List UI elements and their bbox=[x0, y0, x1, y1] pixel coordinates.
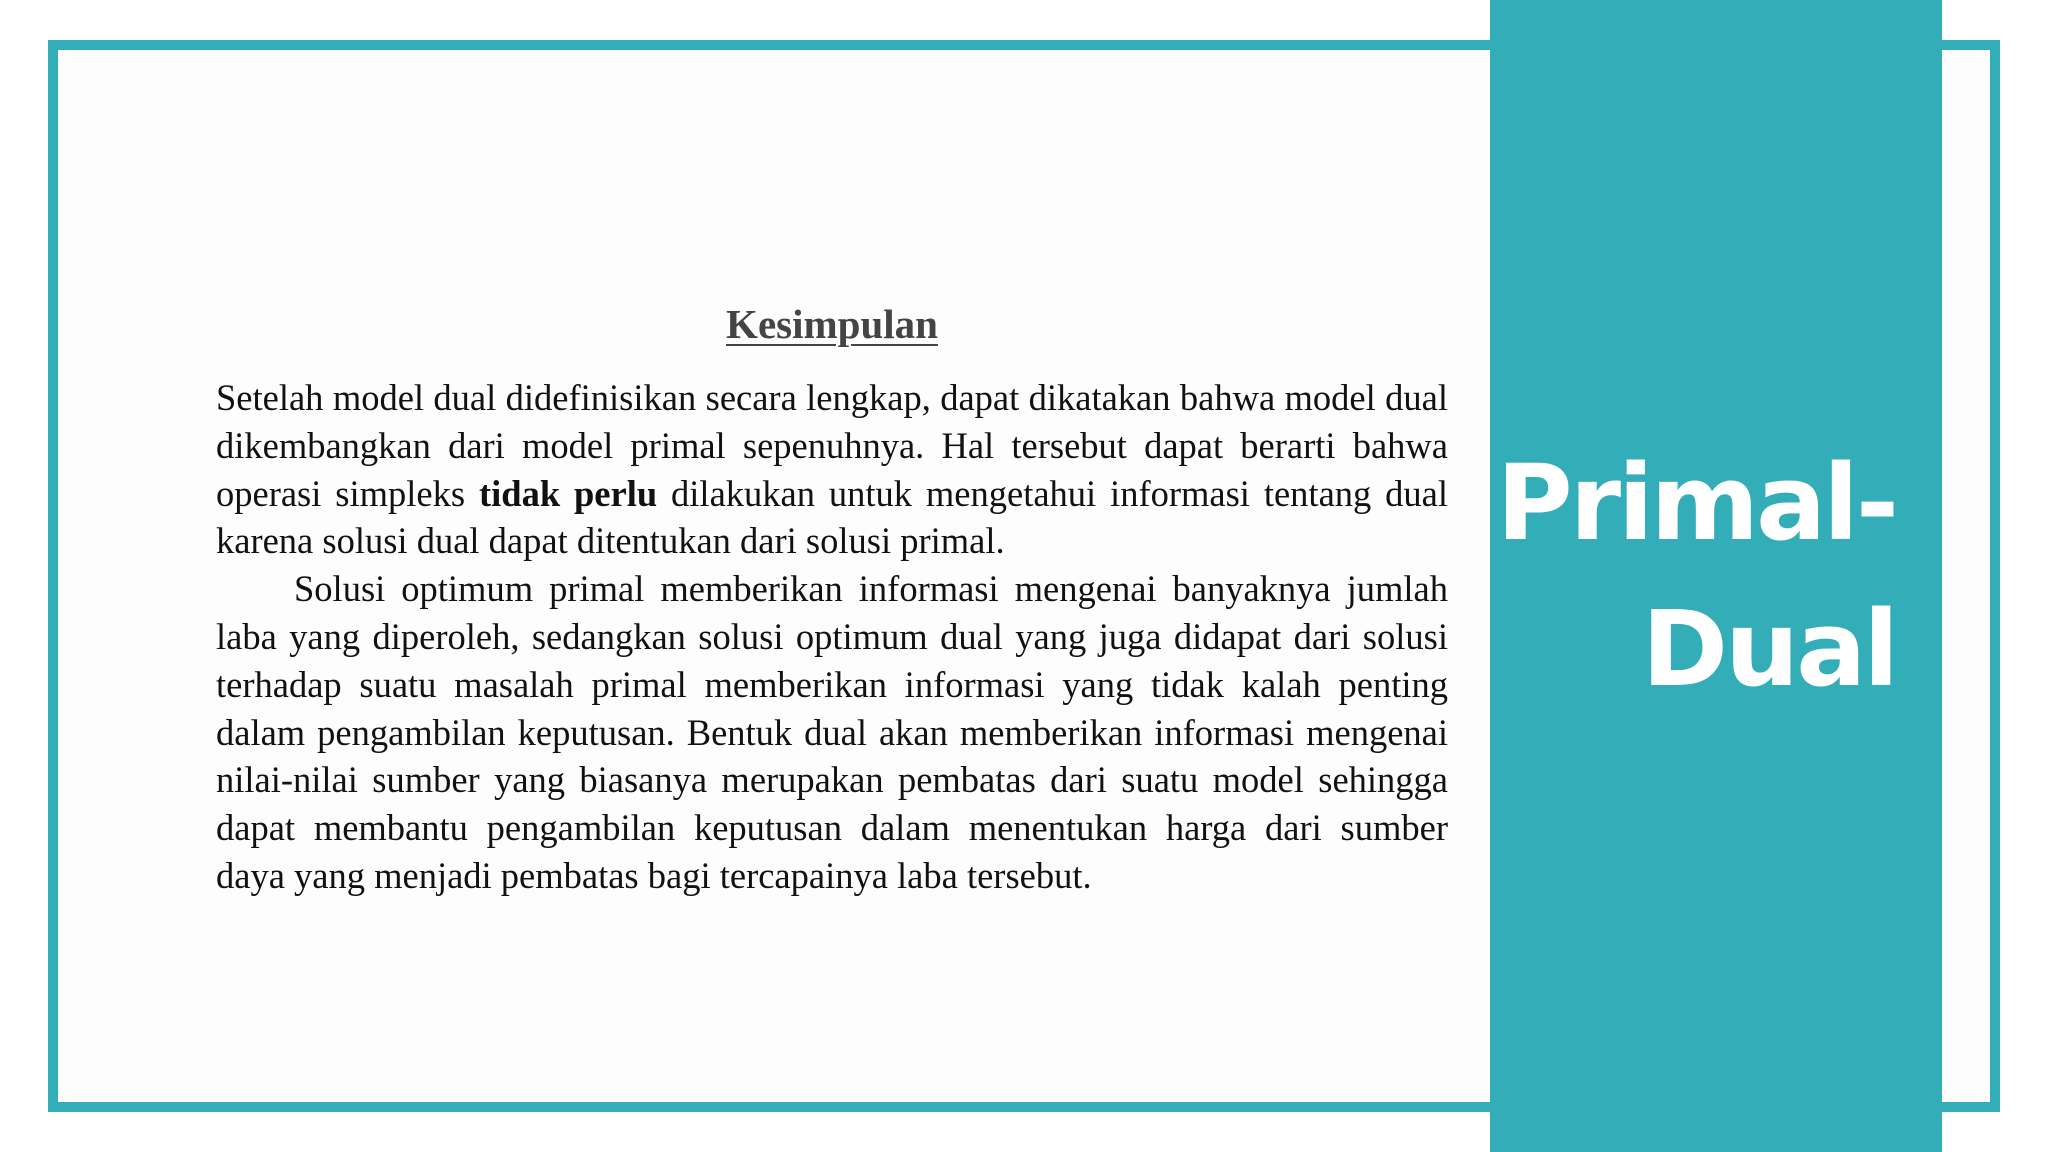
side-title bbox=[1476, 430, 1896, 722]
side-title-line-1: Primal- bbox=[1496, 442, 1896, 564]
paragraph-2: Solusi optimum primal memberikan informasi mengenai banyaknya jumlah laba yang diperoleh, sedangkan solusi optimum dual yang juga didapat dari solusi terhadap suatu masalah primal memberikan informasi yang tidak kalah penting dalam pengambilan keputusan. Bentuk dual akan memberikan informasi mengenai nilai-nilai sumber yang biasanya merupakan pembatas dari suatu model sehingga dapat membantu pengambilan keputusan dalam menentukan harga dari sumber daya yang menjadi pembatas bagi tercapainya laba tersebut. bbox=[216, 568, 1448, 896]
content-area bbox=[216, 296, 1448, 900]
paragraph-1 bbox=[216, 374, 1448, 565]
section-heading: Kesimpulan bbox=[726, 301, 938, 347]
paragraph-1-text-a: Setelah model dual didefinisikan secara lengkap, dapat dikatakan bahwa model dual dikembangkan dari model primal sepenuhnya. Hal tersebut dapat berarti bahwa operasi simpleks bbox=[216, 377, 1448, 514]
paragraph-1-emphasis: tidak perlu bbox=[478, 472, 658, 514]
side-title-line-2: Dual bbox=[1641, 588, 1896, 710]
side-panel bbox=[1490, 0, 1942, 1152]
paragraph-1-text-b: dilakukan untuk mengetahui informasi tentang dual karena solusi dual dapat ditentukan dari solusi primal. bbox=[216, 472, 1448, 562]
